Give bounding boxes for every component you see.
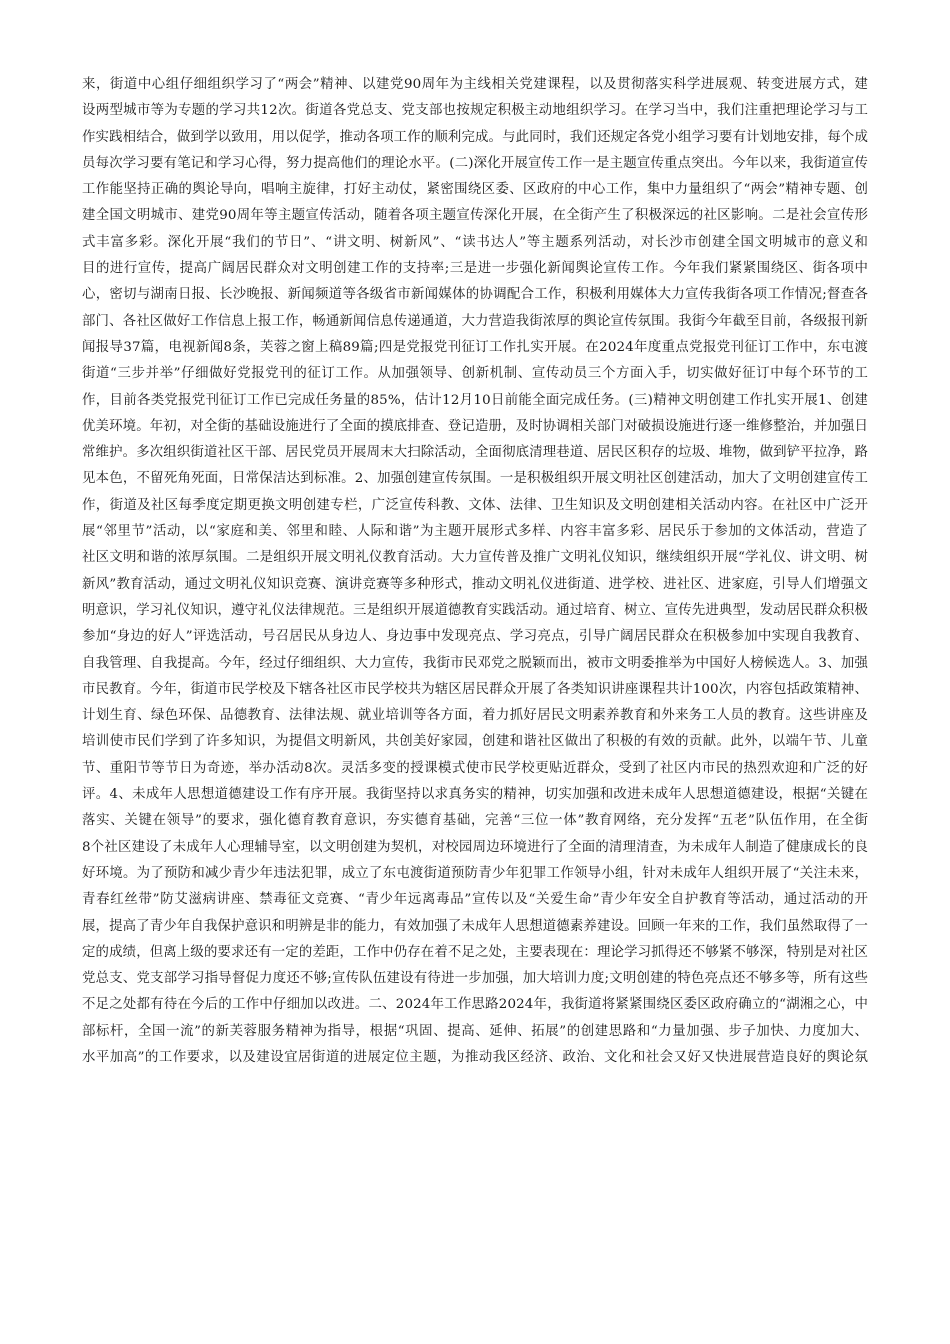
text-line: 培训使市民们学到了许多知识，为提倡文明新风，共创美好家园，创建和谐社区做出了积极的有效的贡献。此外，以端午节、儿童: [82, 734, 868, 750]
text-line: 常维护。多次组织街道社区干部、居民党员开展周末大扫除活动，全面彻底清理巷道、居民区积存的垃圾、堆物，做到铲平拉净，路: [82, 445, 868, 461]
text-line: 目的进行宣传，提高广阔居民群众对文明创建工作的支持率;三是进一步强化新闻舆论宣传工作。今年我们紧紧围绕区、街各项中: [82, 261, 868, 277]
text-line: 8个社区建设了未成年人心理辅导室，以文明创建为契机，对校园周边环境进行了全面的清理清查，为未成年人制造了健康成长的良: [82, 839, 868, 855]
text-line: 参加“身边的好人”评选活动，号召居民从身边人、身边事中发现亮点、学习亮点，引导广阔居民群众在积极参加中实现自我教育、: [82, 629, 868, 645]
text-line: 式丰富多彩。深化开展“我们的节日”、“讲文明、树新风”、“读书达人”等主题系列活动，对长沙市创建全国文明城市的意义和: [82, 234, 868, 250]
text-line: 作，街道及社区每季度定期更换文明创建专栏，广泛宣传科教、文体、法律、卫生知识及文明创建相关活动内容。在社区中广泛开: [82, 497, 868, 513]
text-line: 部门、各社区做好工作信息上报工作，畅通新闻信息传递通道，大力营造我街浓厚的舆论宣传氛围。我街今年截至目前，各级报刊新: [82, 313, 868, 329]
text-line: 员每次学习要有笔记和学习心得，努力提高他们的理论水平。(二)深化开展宣传工作一是主题宣传重点突出。今年以来，我街道宣传: [82, 155, 868, 171]
text-line: 见本色，不留死角死面，日常保洁达到标准。2、加强创建宣传氛围。一是积极组织开展文明社区创建活动，加大了文明创建宣传工: [82, 471, 868, 487]
text-line: 部标杆，全国一流”的新芙蓉服务精神为指导，根据“巩固、提高、延伸、拓展”的创建思路和“力量加强、步子加快、力度加大、: [82, 1023, 868, 1039]
text-line: 节、重阳节等节日为奇迹，举办活动8次。灵活多变的授课模式使市民学校更贴近群众，受到了社区内市民的热烈欢迎和广泛的好: [82, 760, 868, 776]
text-line: 心，密切与湖南日报、长沙晚报、新闻频道等各级省市新闻媒体的协调配合工作，积极利用媒体大力宣传我街各项工作情况;督查各: [82, 287, 868, 303]
text-line: 建全国文明城市、建党90周年等主题宣传活动，随着各项主题宣传深化开展，在全街产生了积极深远的社区影响。二是社会宣传形: [82, 208, 868, 224]
text-line: 自我管理、自我提高。今年，经过仔细组织、大力宣传，我街市民邓党之脱颖而出，被市文明委推举为中国好人榜候选人。3、加强: [82, 655, 868, 671]
text-line: 作实践相结合，做到学以致用，用以促学，推动各项工作的顺利完成。与此同时，我们还规定各党小组学习要有计划地安排，每个成: [82, 129, 868, 145]
text-line: 水平加高”的工作要求，以及建设宜居街道的进展定位主题，为推动我区经济、政治、文化和社会又好又快进展营造良好的舆论氛: [82, 1049, 868, 1065]
text-line: 明意识，学习礼仪知识，遵守礼仪法律规范。三是组织开展道德教育实践活动。通过培育、树立、宣传先进典型，发动居民群众积极: [82, 602, 868, 618]
text-line: 评。4、未成年人思想道德建设工作有序开展。我街坚持以求真务实的精神，切实加强和改进未成年人思想道德建设，根据“关键在: [82, 787, 868, 803]
text-line: 新风”教育活动，通过文明礼仪知识竞赛、演讲竞赛等多种形式，推动文明礼仪进街道、进学校、进社区、进家庭，引导人们增强文: [82, 576, 868, 592]
text-line: 优美环境。年初，对全街的基础设施进行了全面的摸底排查、登记造册，及时协调相关部门对破损设施进行逐一维修整治，并加强日: [82, 418, 868, 434]
text-line: 社区文明和谐的浓厚氛围。二是组织开展文明礼仪教育活动。大力宣传普及推广文明礼仪知识，继续组织开展“学礼仪、讲文明、树: [82, 550, 868, 566]
text-line: 作，目前各类党报党刊征订工作已完成任务量的85%，估计12月10日前能全面完成任务。(三)精神文明创建工作扎实开展1、创建: [82, 392, 868, 408]
text-line: 落实、关键在领导”的要求，强化德育教育意识，夯实德育基础，完善“三位一体”教育网络，充分发挥“五老”队伍作用，在全街: [82, 813, 868, 829]
text-line: 计划生育、绿色环保、品德教育、法律法规、就业培训等各方面，着力抓好居民文明素养教育和外来务工人员的教育。这些讲座及: [82, 708, 868, 724]
text-line: 来，街道中心组仔细组织学习了“两会”精神、以建党90周年为主线相关党建课程，以及贯彻落实科学进展观、转变进展方式，建: [82, 77, 868, 92]
text-line: 展，提高了青少年自我保护意识和明辨是非的能力，有效加强了未成年人思想道德素养建设。回顾一年来的工作，我们虽然取得了一: [82, 918, 868, 934]
text-line: 展“邻里节”活动，以“家庭和美、邻里和睦、人际和谐”为主题开展形式多样、内容丰富多彩、居民乐于参加的文体活动，营造了: [82, 524, 868, 540]
text-line: 闻报导37篇，电视新闻8条，芙蓉之窗上稿89篇;四是党报党刊征订工作扎实开展。在2024年度重点党报党刊征订工作中，东屯渡: [82, 339, 868, 355]
text-line: 市民教育。今年，街道市民学校及下辖各社区市民学校共为辖区居民群众开展了各类知识讲座课程共计100次，内容包括政策精神、: [82, 681, 868, 697]
text-line: 定的成绩，但离上级的要求还有一定的差距，工作中仍存在着不足之处，主要表现在：理论学习抓得还不够紧不够深，特别是对社区: [82, 944, 868, 960]
text-line: 设两型城市等为专题的学习共12次。街道各党总支、党支部也按规定积极主动地组织学习。在学习当中，我们注重把理论学习与工: [82, 103, 868, 119]
text-line: 青春红丝带”防艾滋病讲座、禁毒征文竞赛、“青少年远离毒品”宣传以及“关爱生命”青少年安全自护教育等活动，通过活动的开: [82, 892, 868, 908]
text-line: 党总支、党支部学习指导督促力度还不够;宣传队伍建设有待进一步加强，加大培训力度;文明创建的特色亮点还不够多等，所有这些: [82, 971, 868, 987]
text-line: 好环境。为了预防和减少青少年违法犯罪，成立了东屯渡街道预防青少年犯罪工作领导小组，针对未成年人组织开展了“关注未来，: [82, 865, 868, 881]
text-line: 工作能坚持正确的舆论导向，唱响主旋律，打好主动仗，紧密围绕区委、区政府的中心工作，集中力量组织了“两会”精神专题、创: [82, 182, 868, 198]
document-body: [82, 72, 868, 1071]
text-line: 不足之处都有待在今后的工作中仔细加以改进。二、2024年工作思路2024年，我街道将紧紧围绕区委区政府确立的“湖湘之心，中: [82, 997, 868, 1013]
text-line: 街道“三步并举”仔细做好党报党刊的征订工作。从加强领导、创新机制、宣传动员三个方面入手，切实做好征订中每个环节的工: [82, 366, 868, 382]
